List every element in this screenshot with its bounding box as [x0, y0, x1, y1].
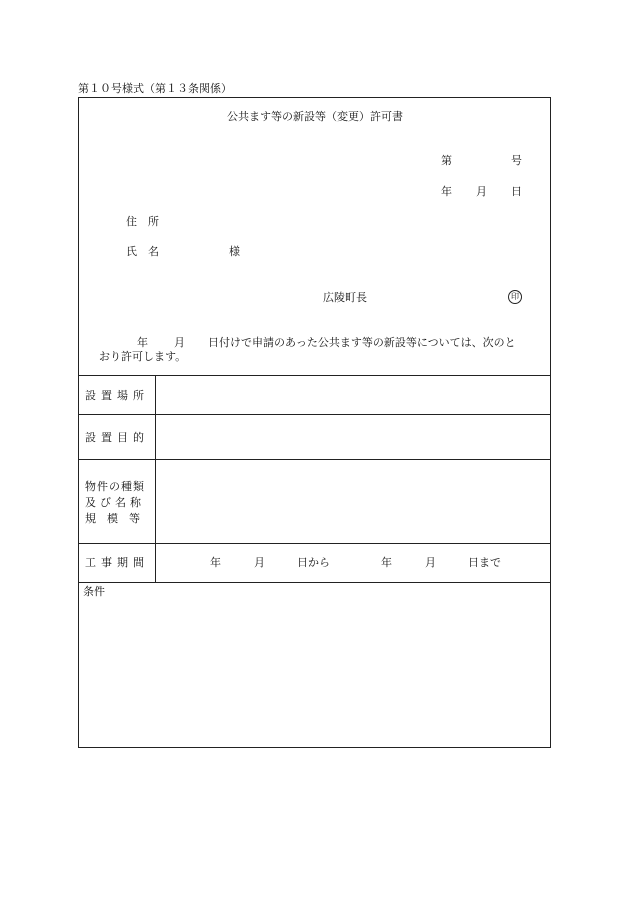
period-from-month: 月: [254, 556, 265, 569]
body-year: 年: [137, 336, 148, 349]
conditions-label: 条件: [83, 585, 105, 598]
period-to-month: 月: [425, 556, 436, 569]
object-type-label-3: 規 模 等: [85, 512, 140, 525]
installation-purpose-label: 設置目的: [85, 431, 149, 444]
number-suffix: 号: [511, 154, 522, 167]
period-to-year: 年: [381, 556, 392, 569]
date-month: 月: [476, 185, 487, 198]
object-type-label-2: 及び名称: [85, 496, 145, 509]
row-rule-4: [78, 582, 551, 583]
row-rule-3: [78, 543, 551, 544]
object-type-label-1: 物件の種類: [85, 480, 145, 493]
seal-mark: 印: [508, 290, 522, 304]
row-rule-2: [78, 459, 551, 460]
date-year: 年: [441, 185, 452, 198]
date-day: 日: [511, 185, 522, 198]
body-month: 月: [174, 336, 185, 349]
period-from-day: 日から: [297, 556, 330, 569]
row-rule-1: [78, 414, 551, 415]
label-column-divider: [155, 375, 156, 582]
body-line1: 日付けで申請のあった公共ます等の新設等については、次のと: [208, 336, 516, 349]
honorific: 様: [229, 245, 240, 258]
form-number: 第１０号様式（第１３条関係）: [78, 82, 232, 95]
number-prefix: 第: [441, 154, 452, 167]
construction-period-label: 工事期間: [85, 556, 149, 569]
period-from-year: 年: [210, 556, 221, 569]
table-top-rule: [78, 375, 551, 376]
issuer-name: 広陵町長: [323, 291, 367, 304]
document-title: 公共ます等の新設等（変更）許可書: [227, 110, 403, 123]
name-label: 氏 名: [126, 245, 159, 258]
installation-location-label: 設置場所: [85, 389, 149, 402]
address-label: 住 所: [126, 215, 159, 228]
period-to-day: 日まで: [468, 556, 501, 569]
body-line2: おり許可します。: [99, 350, 187, 363]
